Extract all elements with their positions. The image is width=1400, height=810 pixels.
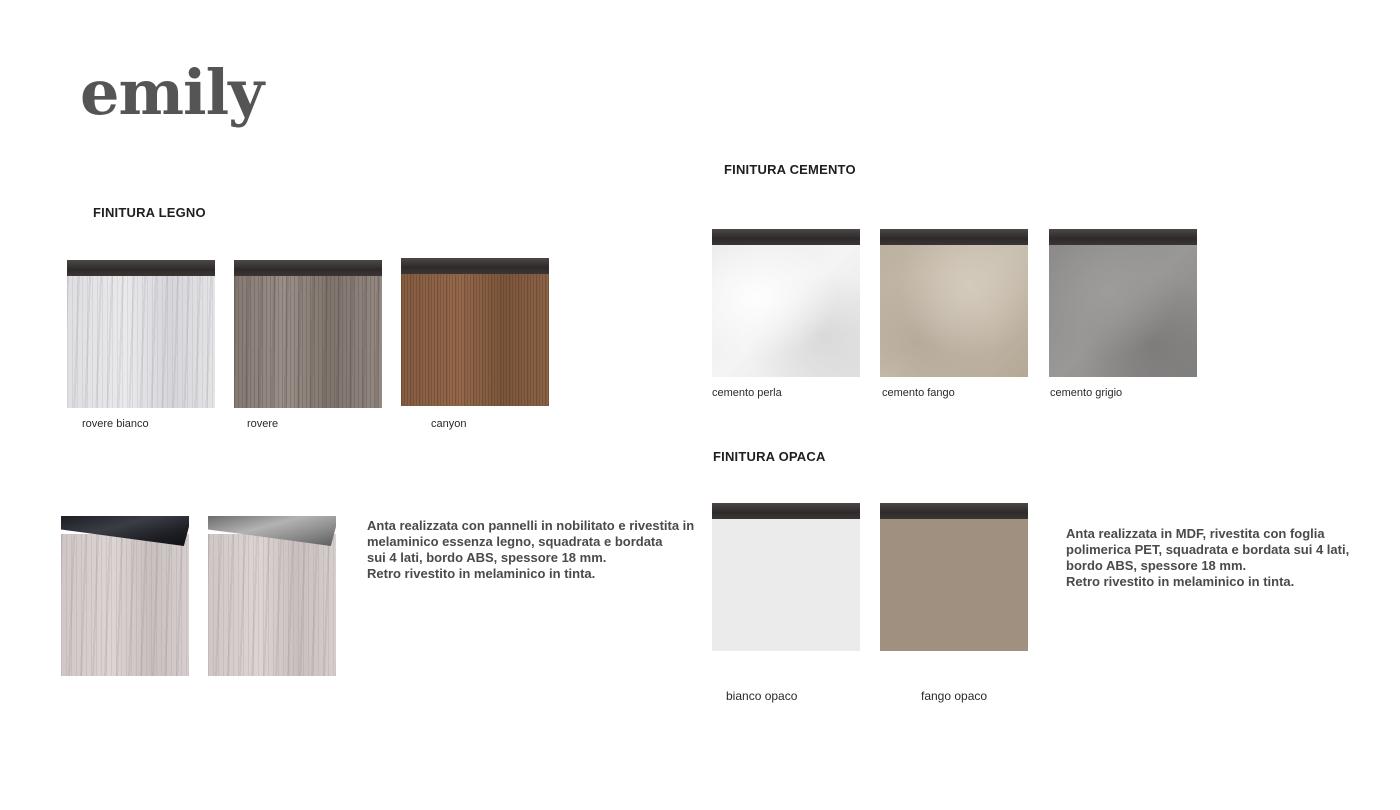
section-title-cemento: FINITURA CEMENTO (724, 162, 856, 177)
handle-photo-silver (208, 516, 336, 676)
swatch-cemento-grigio (1049, 229, 1197, 377)
swatch-edge (880, 503, 1028, 519)
section-title-legno: FINITURA LEGNO (93, 205, 206, 220)
description-line: Retro rivestito in melaminico in tinta. (1066, 574, 1295, 589)
description-line: Retro rivestito in melaminico in tinta. (367, 566, 596, 581)
swatch-label: bianco opaco (726, 689, 798, 703)
swatch-cemento-perla (712, 229, 860, 377)
swatch-face (234, 276, 382, 408)
swatch-face (712, 519, 860, 651)
swatch-edge (712, 229, 860, 245)
description-line: bordo ABS, spessore 18 mm. (1066, 558, 1247, 573)
description-line: polimerica PET, squadrata e bordata sui 4 lati, (1066, 542, 1350, 557)
swatch-label: canyon (431, 418, 467, 430)
description-line: Anta realizzata con pannelli in nobilitato e rivestita in (367, 518, 695, 533)
swatch-label: cemento fango (882, 387, 955, 399)
swatch-label: cemento grigio (1050, 387, 1123, 399)
swatch-face (67, 276, 215, 408)
brand-logo: emily (80, 56, 264, 129)
swatch-edge (401, 258, 549, 274)
door-panel (208, 534, 336, 676)
swatch-canyon (401, 258, 549, 406)
swatch-face (712, 245, 860, 377)
swatch-edge (234, 260, 382, 276)
swatch-rovere-bianco (67, 260, 215, 408)
swatch-edge (67, 260, 215, 276)
section-title-opaca: FINITURA OPACA (713, 449, 826, 464)
swatch-face (401, 274, 549, 406)
swatch-label: rovere (247, 418, 279, 430)
swatch-rovere (234, 260, 382, 408)
swatch-label: fango opaco (921, 689, 988, 703)
swatch-edge (880, 229, 1028, 245)
description-line: Anta realizzata in MDF, rivestita con foglia (1066, 526, 1325, 541)
description-line: sui 4 lati, bordo ABS, spessore 18 mm. (367, 550, 607, 565)
opaca-description (1066, 526, 1349, 590)
swatch-edge (712, 503, 860, 519)
handle-photo-black (61, 516, 189, 676)
swatch-face (880, 519, 1028, 651)
swatch-cemento-fango (880, 229, 1028, 377)
swatch-label: cemento perla (712, 387, 782, 399)
door-panel (61, 534, 189, 676)
legno-description (367, 518, 694, 582)
swatch-face (1049, 245, 1197, 377)
swatch-edge (1049, 229, 1197, 245)
description-line: melaminico essenza legno, squadrata e bordata (367, 534, 663, 549)
swatch-face (880, 245, 1028, 377)
swatch-bianco-opaco (712, 503, 860, 651)
swatch-label: rovere bianco (82, 418, 149, 430)
swatch-fango-opaco (880, 503, 1028, 651)
